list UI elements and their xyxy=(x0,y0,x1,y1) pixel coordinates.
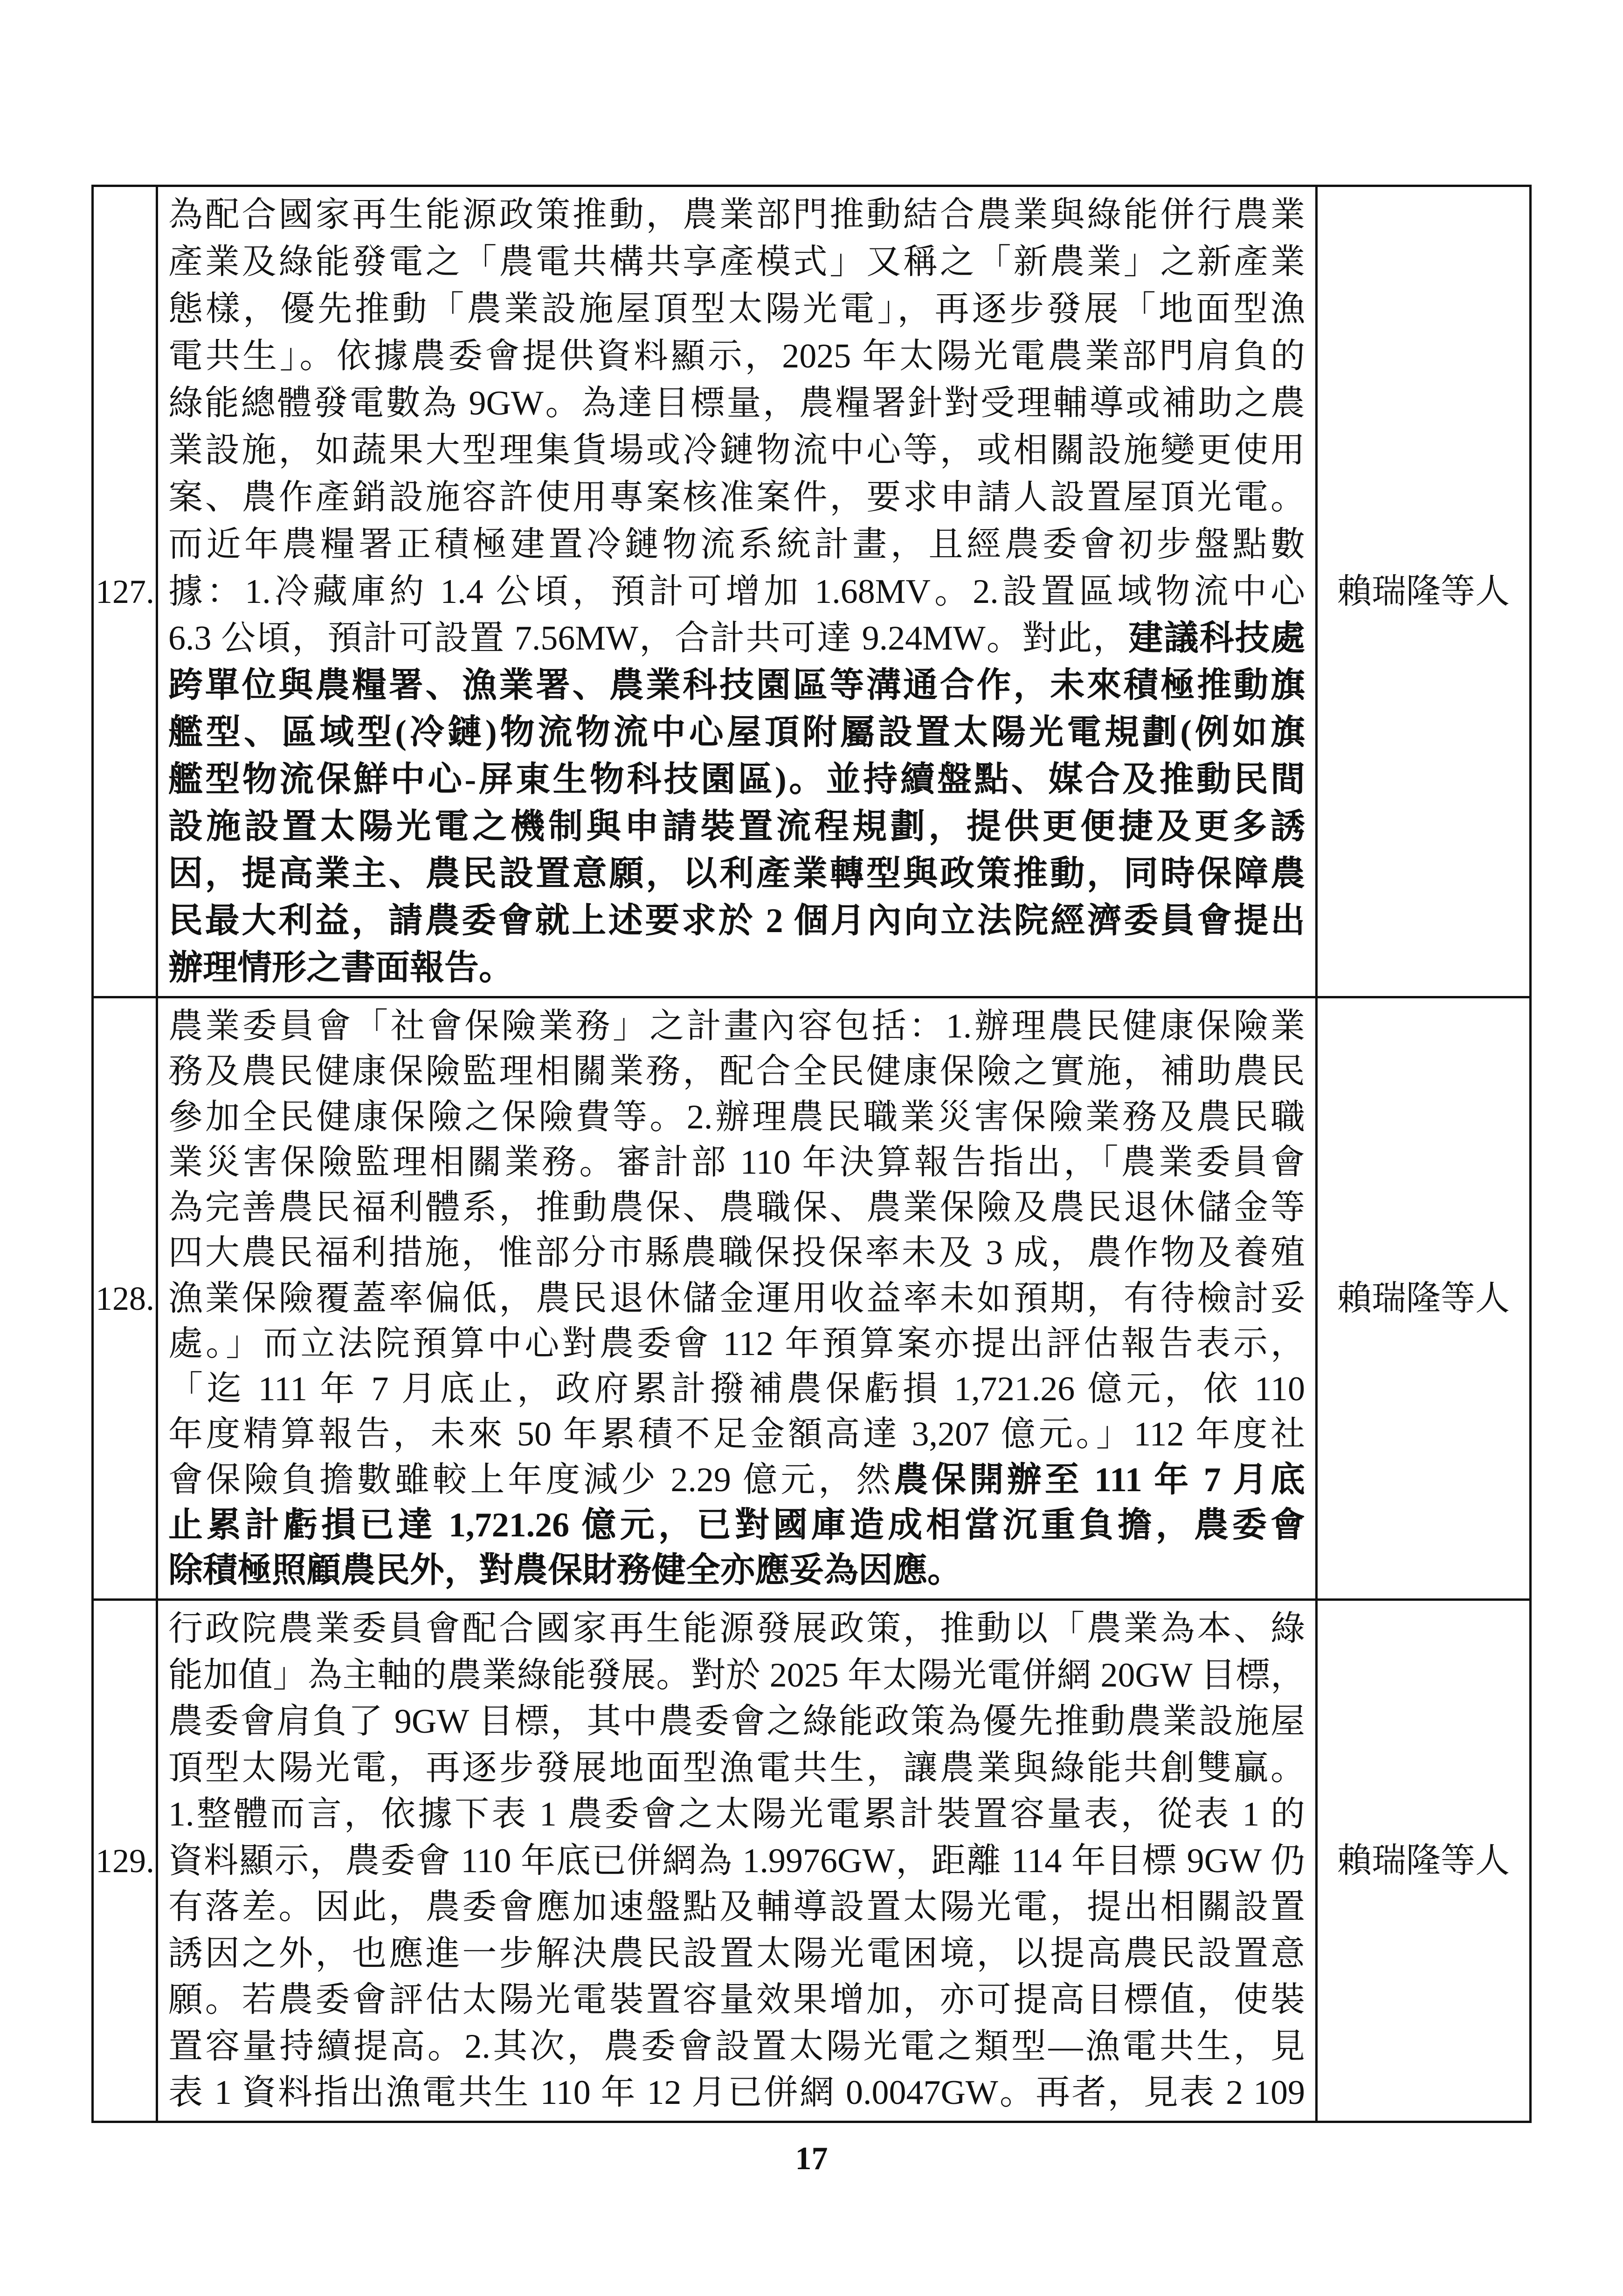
line-text: 電共生」。依據農委會提供資料顯示，2025 年太陽光電農業部門肩負的 xyxy=(168,337,1305,375)
line-text: 而近年農糧署正積極建置冷鏈物流系統計畫，且經農委會初步盤點數 xyxy=(168,525,1305,564)
line-text-bold: 艦型物流保鮮中心-屏東生物科技園區)。並持續盤點、媒合及推動民間 xyxy=(168,761,1305,799)
content-line xyxy=(168,616,1305,661)
line-text: 1.整體而言，依據下表 1 農委會之太陽光電累計裝置容量表，從表 1 的 xyxy=(168,1795,1305,1833)
line-text: 態樣，優先推動「農業設施屋頂型太陽光電」，再逐步發展「地面型漁 xyxy=(168,290,1305,328)
line-text: 「迄 111 年 7 月底止，政府累計撥補農保虧損 1,721.26 億元，依 110 xyxy=(168,1370,1305,1408)
content-line xyxy=(168,193,1305,237)
line-text: 年度精算報告，未來 50 年累積不足金額高達 3,207 億元。」112 年度社 xyxy=(168,1415,1305,1454)
line-text: 能加值」為主軸的農業綠能發展。對於 2025 年太陽光電併網 20GW 目標， xyxy=(168,1656,1305,1694)
line-text: 有落差。因此，農委會應加速盤點及輔導設置太陽光電，提出相關設置 xyxy=(168,1888,1305,1926)
table-row xyxy=(91,187,1532,998)
line-text: 置容量持續提高。2.其次，農委會設置太陽光電之類型—漁電共生，見 xyxy=(168,2027,1305,2066)
content-line xyxy=(168,1231,1305,1275)
proposer: 賴瑞隆等人 xyxy=(1318,187,1532,998)
line-text-bold: 民最大利益，請農委會就上述要求於 2 個月內向立法院經濟委員會提出 xyxy=(168,902,1305,941)
item-number: 127. xyxy=(91,187,158,998)
content-line xyxy=(168,1412,1305,1457)
line-text: 漁業保險覆蓋率偏低，農民退休儲金運用收益率未如預期，有待檢討妥 xyxy=(168,1279,1305,1318)
content-line xyxy=(168,804,1305,849)
line-text: 資料顯示，農委會 110 年底已併網為 1.9976GW，距離 114 年目標 9GW 仍 xyxy=(168,1841,1305,1880)
line-text-bold: 建議科技處 xyxy=(1128,619,1305,658)
content-line xyxy=(168,522,1305,567)
line-text-bold: 農保開辦至 111 年 7 月底 xyxy=(894,1460,1305,1499)
proposer: 賴瑞隆等人 xyxy=(1318,1601,1532,2123)
content-line xyxy=(168,1503,1305,1548)
line-text: 6.3 公頃，預計可設置 7.56MW，合計共可達 9.24MW。對此， xyxy=(168,619,1129,658)
table-row xyxy=(91,1601,1532,2123)
line-text: 頂型太陽光電，再逐步發展地面型漁電共生，讓農業與綠能共創雙贏。 xyxy=(168,1749,1305,1787)
content-line xyxy=(168,946,1305,990)
line-text: 案、農作產銷設施容許使用專案核准案件，要求申請人設置屋頂光電。 xyxy=(168,478,1305,517)
content-line xyxy=(168,1185,1305,1230)
content-line xyxy=(168,1699,1305,1744)
line-text: 處。」而立法院預算中心對農委會 112 年預算案亦提出評估報告表示， xyxy=(168,1324,1305,1363)
line-text: 業災害保險監理相關業務。審計部 110 年決算報告指出，「農業委員會 xyxy=(168,1143,1305,1182)
line-text: 業設施，如蔬果大型理集貨場或冷鏈物流中心等，或相關設施變更使用 xyxy=(168,431,1305,470)
line-text: 表 1 資料指出漁電共生 110 年 12 月已併網 0.0047GW。再者，見表 2 109 xyxy=(168,2074,1305,2112)
content-line xyxy=(168,2024,1305,2069)
line-text: 農業委員會「社會保險業務」之計畫內容包括：1.辦理農民健康保險業 xyxy=(168,1007,1305,1045)
content-line xyxy=(168,1321,1305,1366)
line-text: 為配合國家再生能源政策推動，農業部門推動結合農業與綠能併行農業 xyxy=(168,196,1305,234)
content-line xyxy=(168,851,1305,896)
line-text: 綠能總體發電數為 9GW。為達目標量，農糧署針對受理輔導或補助之農 xyxy=(168,384,1305,422)
content-line xyxy=(168,334,1305,379)
content-line xyxy=(168,1548,1305,1593)
line-text: 據：1.冷藏庫約 1.4 公頃，預計可增加 1.68MV。2.設置區域物流中心 xyxy=(168,572,1305,611)
item-content xyxy=(158,187,1318,998)
content-line xyxy=(168,1367,1305,1411)
line-text: 行政院農業委員會配合國家再生能源發展政策，推動以「農業為本、綠 xyxy=(168,1610,1305,1648)
line-text-bold: 艦型、區域型(冷鏈)物流物流中心屋頂附屬設置太陽光電規劃(例如旗 xyxy=(168,713,1305,752)
content-line xyxy=(168,1931,1305,1976)
content-line xyxy=(168,569,1305,614)
content-line xyxy=(168,1653,1305,1698)
line-text: 誘因之外，也應進一步解決農民設置太陽光電困境，以提高農民設置意 xyxy=(168,1934,1305,1973)
item-content xyxy=(158,998,1318,1601)
line-text: 產業及綠能發電之「農電共構共享產模式」又稱之「新農業」之新產業 xyxy=(168,242,1305,281)
line-text: 四大農民福利措施，惟部分市縣農職保投保率未及 3 成，農作物及養殖 xyxy=(168,1234,1305,1272)
line-text: 務及農民健康保險監理相關業務，配合全民健康保險之實施，補助農民 xyxy=(168,1052,1305,1091)
line-text-bold: 辦理情形之書面報告。 xyxy=(168,949,513,987)
proposer: 賴瑞隆等人 xyxy=(1318,998,1532,1601)
item-number: 129. xyxy=(91,1601,158,2123)
content-line xyxy=(168,1140,1305,1185)
item-number: 128. xyxy=(91,998,158,1601)
content-line xyxy=(168,1004,1305,1049)
line-text-bold: 除積極照顧農民外，對農保財務健全亦應妥為因應。 xyxy=(168,1551,962,1590)
content-line xyxy=(168,1095,1305,1140)
line-text-bold: 止累計虧損已達 1,721.26 億元，已對國庫造成相當沉重負擔，農委會 xyxy=(168,1506,1305,1544)
line-text-bold: 設施設置太陽光電之機制與申請裝置流程規劃，提供更便捷及更多誘 xyxy=(168,808,1305,846)
content-line xyxy=(168,1606,1305,1651)
content-line xyxy=(168,1792,1305,1837)
line-text: 為完善農民福利體系，推動農保、農職保、農業保險及農民退休儲金等 xyxy=(168,1189,1305,1227)
content-line xyxy=(168,1885,1305,1929)
line-text: 會保險負擔數雖較上年度減少 2.29 億元，然 xyxy=(168,1460,894,1499)
line-text: 願。若農委會評估太陽光電裝置容量效果增加，亦可提高目標值，使裝 xyxy=(168,1981,1305,2019)
content-line xyxy=(168,1458,1305,1502)
page-number: 17 xyxy=(795,2141,828,2177)
content-line xyxy=(168,287,1305,332)
content-line xyxy=(168,240,1305,284)
content-line xyxy=(168,428,1305,473)
content-line xyxy=(168,1049,1305,1094)
content-line xyxy=(168,1978,1305,2022)
line-text: 農委會肩負了 9GW 目標，其中農委會之綠能政策為優先推動農業設施屋 xyxy=(168,1702,1305,1741)
content-line xyxy=(168,1746,1305,1791)
content-line xyxy=(168,1276,1305,1321)
item-content xyxy=(158,1601,1318,2123)
line-text-bold: 跨單位與農糧署、漁業署、農業科技園區等溝通合作，未來積極推動旗 xyxy=(168,666,1305,705)
content-line xyxy=(168,757,1305,802)
content-line xyxy=(168,475,1305,520)
content-line xyxy=(168,381,1305,426)
content-line xyxy=(168,1839,1305,1883)
table-row xyxy=(91,998,1532,1601)
content-line xyxy=(168,2070,1305,2115)
proposal-table xyxy=(91,185,1532,2123)
line-text: 參加全民健康保險之保險費等。2.辦理農民職業災害保險業務及農民職 xyxy=(168,1098,1305,1136)
line-text-bold: 因，提高業主、農民設置意願，以利產業轉型與政策推動，同時保障農 xyxy=(168,855,1305,893)
content-line xyxy=(168,899,1305,943)
content-line xyxy=(168,710,1305,755)
content-line xyxy=(168,663,1305,708)
